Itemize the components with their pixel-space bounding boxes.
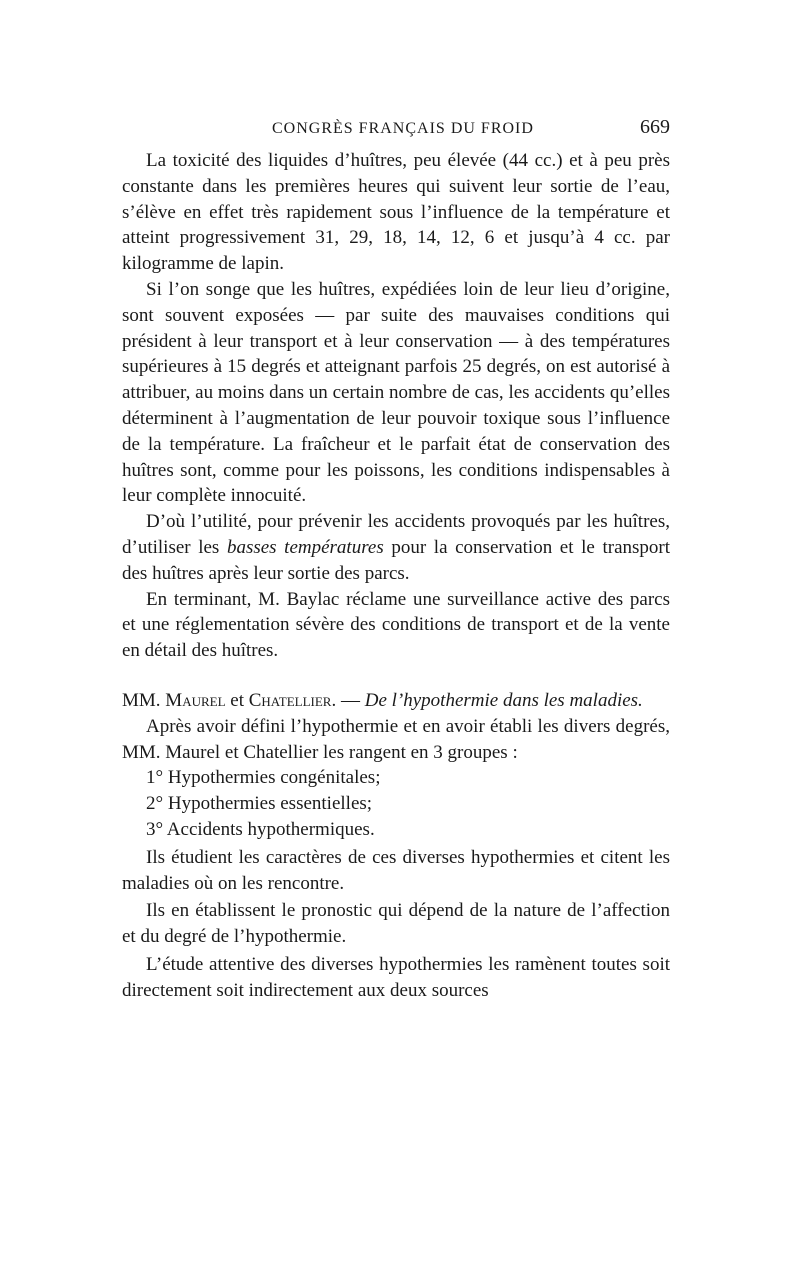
heading-separator: . —: [331, 689, 365, 711]
paragraph-definition: Après avoir défini l’hypothermie et en avoir établi les divers degrés, MM. Maurel et Chatellier les rangent en 3 groupes :: [122, 715, 670, 763]
book-page: [122, 112, 670, 1004]
list-item: 1° Hypothermies congénitales;: [146, 767, 381, 789]
page-number: 669: [640, 116, 670, 138]
emphasis-low-temperatures: basses températures: [226, 536, 384, 558]
article-title: De l’hypothermie dans les maladies.: [364, 689, 643, 711]
paragraph-temperature: Si l’on songe que les huîtres, expédiées loin de leur lieu d’origine, sont souvent exposées — par suite des mauvaises conditions qui président à leur transport et à leur conservation — à des températures supérieures à 15 degrés et atteignant parfois 25 degrés, on est autorisé à attribuer, au moins dans un certain nombre de cas, les accidents qu’elles déterminent à l’augmentation de leur pouvoir toxique sous l’influence de la température. La fraîcheur et le parfait état de conservation des huîtres sont, comme pour les poissons, les conditions indispensables à leur complète innocuité.: [122, 278, 670, 507]
author-maurel: Maurel: [165, 689, 226, 711]
authors-conjunction: et: [225, 689, 249, 711]
paragraph-prevention-text-b: pour la conservation et le transport des huîtres après leur sortie des parcs.: [122, 536, 671, 584]
paragraph-prevention: [122, 509, 670, 586]
running-head: CONGRÈS FRANÇAIS DU FROID: [272, 120, 534, 137]
paragraph-conclusion: En terminant, M. Baylac réclame une surveillance active des parcs et une réglementation sévère des conditions de transport et de la vente en détail des huîtres.: [122, 588, 670, 662]
paragraph-oyster-toxicity: La toxicité des liquides d’huîtres, peu élevée (44 cc.) et à peu près constante dans les premières heures qui suivent leur sortie de l’eau, s’élève en effet très rapidement sous l’influence de la température et atteint progressivement 31, 29, 18, 14, 12, 6 et jusqu’à 4 cc. par kilogramme de lapin.: [122, 150, 670, 275]
page-header: [122, 112, 670, 148]
paragraph-study: L’étude attentive des diverses hypothermies les ramènent toutes soit directement soit indirectement aux deux sources: [122, 953, 670, 1001]
authors-prefix: MM.: [122, 689, 166, 711]
paragraph-prevention-text-a: D’où l’utilité, pour prévenir les accidents provoqués par les huîtres, d’utiliser les: [122, 511, 670, 558]
author-chatellier: Chatellier: [248, 689, 332, 711]
section-heading: [122, 688, 670, 714]
section-hypothermia: [122, 688, 670, 1004]
list-item: 3° Accidents hypothermiques.: [146, 818, 375, 840]
paragraph-characteristics: Ils étudient les caractères de ces diverses hypothermies et citent les maladies où on les rencontre.: [122, 846, 670, 894]
main-text: [122, 148, 670, 1004]
list-item: 2° Hypothermies essentielles;: [146, 793, 373, 815]
paragraph-prognosis: Ils en établissent le pronostic qui dépend de la nature de l’affection et du degré de l’hypothermie.: [122, 900, 670, 948]
